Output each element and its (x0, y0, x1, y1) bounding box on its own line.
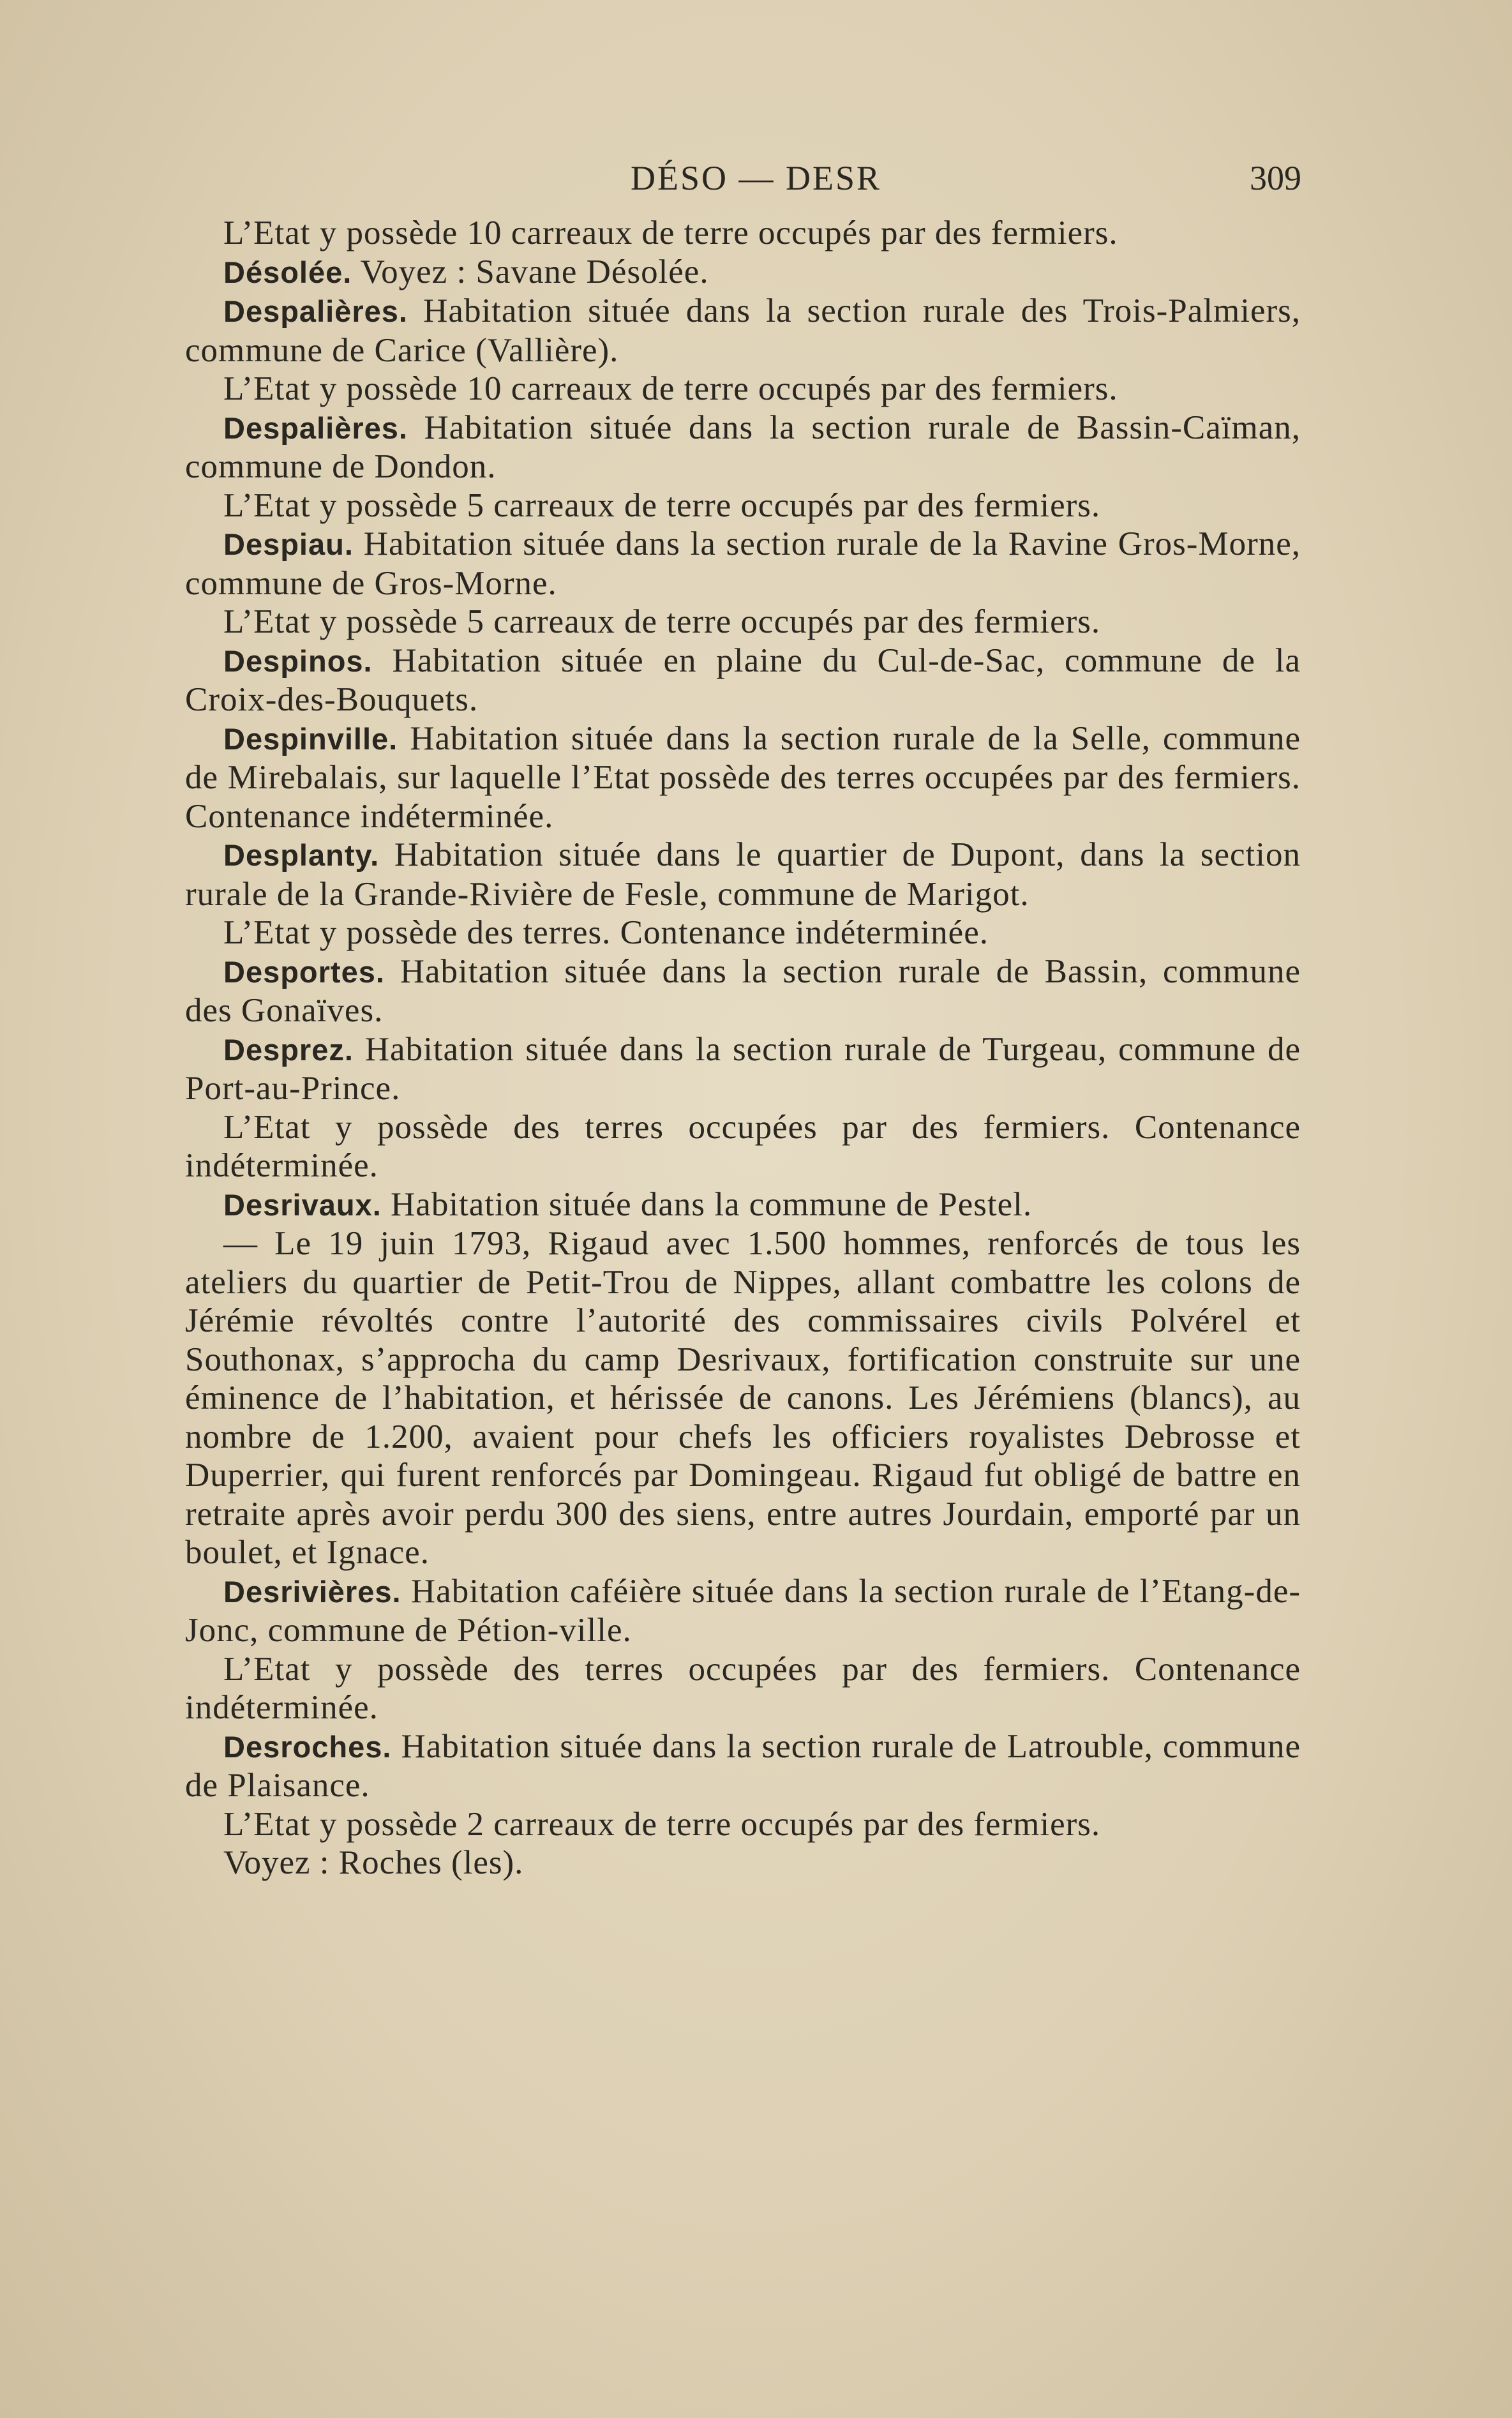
entry-text: Habitation située dans la section rurale de Bassin-Caïman, commune de Dondon. (185, 409, 1301, 485)
entry-line: — Le 19 juin 1793, Rigaud avec 1.500 hommes, renforcés de tous les ateliers du quartier de Petit-Trou de Nippes, allant combattre les colons de Jérémie révoltés contre l’autorité des commissaires civils Polvérel et Southonax, s’approcha du camp Desrivaux, fortification construite sur une éminence de l’habitation, et hérissée de canons. Les Jérémiens (blancs), au nombre de 1.200, avaient pour chefs les officiers royalistes Debrosse et Duperrier, qui furent renforcés par Domingeau. Rigaud fut obligé de battre en retraite après avoir perdu 300 des siens, entre autres Jourdain, emporté par un boulet, et Ignace. (185, 1225, 1301, 1571)
entry-term: Desrivaux. (223, 1187, 382, 1222)
entry-desplanty (185, 836, 1301, 913)
entry-line: L’Etat y possède 5 carreaux de terre occupés par des fermiers. (223, 603, 1101, 640)
entry-text: Habitation située dans la commune de Pestel. (391, 1185, 1033, 1223)
entry-text: Habitation située dans la section rurale de la Selle, commune de Mirebalais, sur laquelle l’Etat possède des terres occupées par des fermiers. Contenance indéterminée. (185, 719, 1301, 835)
entry-line: L’Etat y possède 10 carreaux de terre occupés par des fermiers. (223, 214, 1118, 252)
entry-desprez (185, 1030, 1301, 1108)
entry-text: Habitation située dans la section rurale de Bassin, commune des Gonaïves. (185, 952, 1301, 1029)
entry-line: L’Etat y possède 2 carreaux de terre occupés par des fermiers. (223, 1805, 1101, 1843)
entry-term: Desprez. (223, 1032, 354, 1067)
entry-text: Habitation située dans la section rurale de Latrouble, commune de Plaisance. (185, 1727, 1301, 1804)
entry-text: Habitation située dans la section rurale de Turgeau, commune de Port-au-Prince. (185, 1030, 1301, 1107)
entry-term: Despiau. (223, 527, 354, 561)
entry-term: Désolée. (223, 255, 352, 289)
entry-despinville (185, 719, 1301, 836)
dictionary-entries (185, 214, 1301, 1882)
entry-line: Voyez : Roches (les). (223, 1844, 524, 1881)
entry-term: Despalières. (223, 294, 408, 328)
entry-term: Despalières. (223, 410, 408, 445)
entry-line: L’Etat y possède des terres occupées par des fermiers. Contenance indéterminée. (185, 1108, 1301, 1184)
page-number: 309 (1250, 159, 1301, 197)
entry-line: L’Etat y possède des terres. Contenance indéterminée. (223, 914, 989, 951)
entry-text: Habitation située dans la section rurale de la Ravine Gros-Morne, commune de Gros-Morne. (185, 525, 1301, 602)
entry-despalieres-2 (185, 409, 1301, 486)
entry-despiau (185, 525, 1301, 603)
entry-despinos (185, 642, 1301, 719)
entry-text: Habitation située en plaine du Cul-de-Sac, commune de la Croix-des-Bouquets. (185, 642, 1301, 718)
entry-line: L’Etat y possède 5 carreaux de terre occupés par des fermiers. (223, 486, 1101, 524)
entry-term: Desportes. (223, 954, 385, 989)
entry-despalieres-1 (185, 292, 1301, 370)
running-head: DÉSO — DESR (630, 159, 882, 197)
entry-term: Despinos. (223, 643, 373, 678)
entry-text: Habitation caféière située dans la section rurale de l’Etang-de-Jonc, commune de Pétion-ville. (185, 1572, 1301, 1649)
entry-desrivieres (185, 1572, 1301, 1650)
entry-line: L’Etat y possède des terres occupées par des fermiers. Contenance indéterminée. (185, 1650, 1301, 1726)
entry-term: Desrivières. (223, 1574, 401, 1609)
entry-text: Voyez : Savane Désolée. (360, 253, 709, 290)
entry-text: Habitation située dans le quartier de Dupont, dans la section rurale de la Grande-Rivière de Fesle, commune de Marigot. (185, 836, 1301, 913)
entry-desrivaux (185, 1185, 1301, 1225)
entry-term: Despinville. (223, 721, 398, 756)
entry-desportes (185, 952, 1301, 1030)
entry-term: Desplanty. (223, 838, 380, 872)
entry-desroches (185, 1727, 1301, 1805)
entry-term: Desroches. (223, 1729, 392, 1764)
entry-line: L’Etat y possède 10 carreaux de terre occupés par des fermiers. (223, 370, 1118, 407)
page-header (0, 158, 1512, 203)
entry-text: Habitation située dans la section rurale des Trois-Palmiers, commune de Carice (Vallière). (185, 292, 1301, 369)
entry-desolee (185, 253, 1301, 292)
